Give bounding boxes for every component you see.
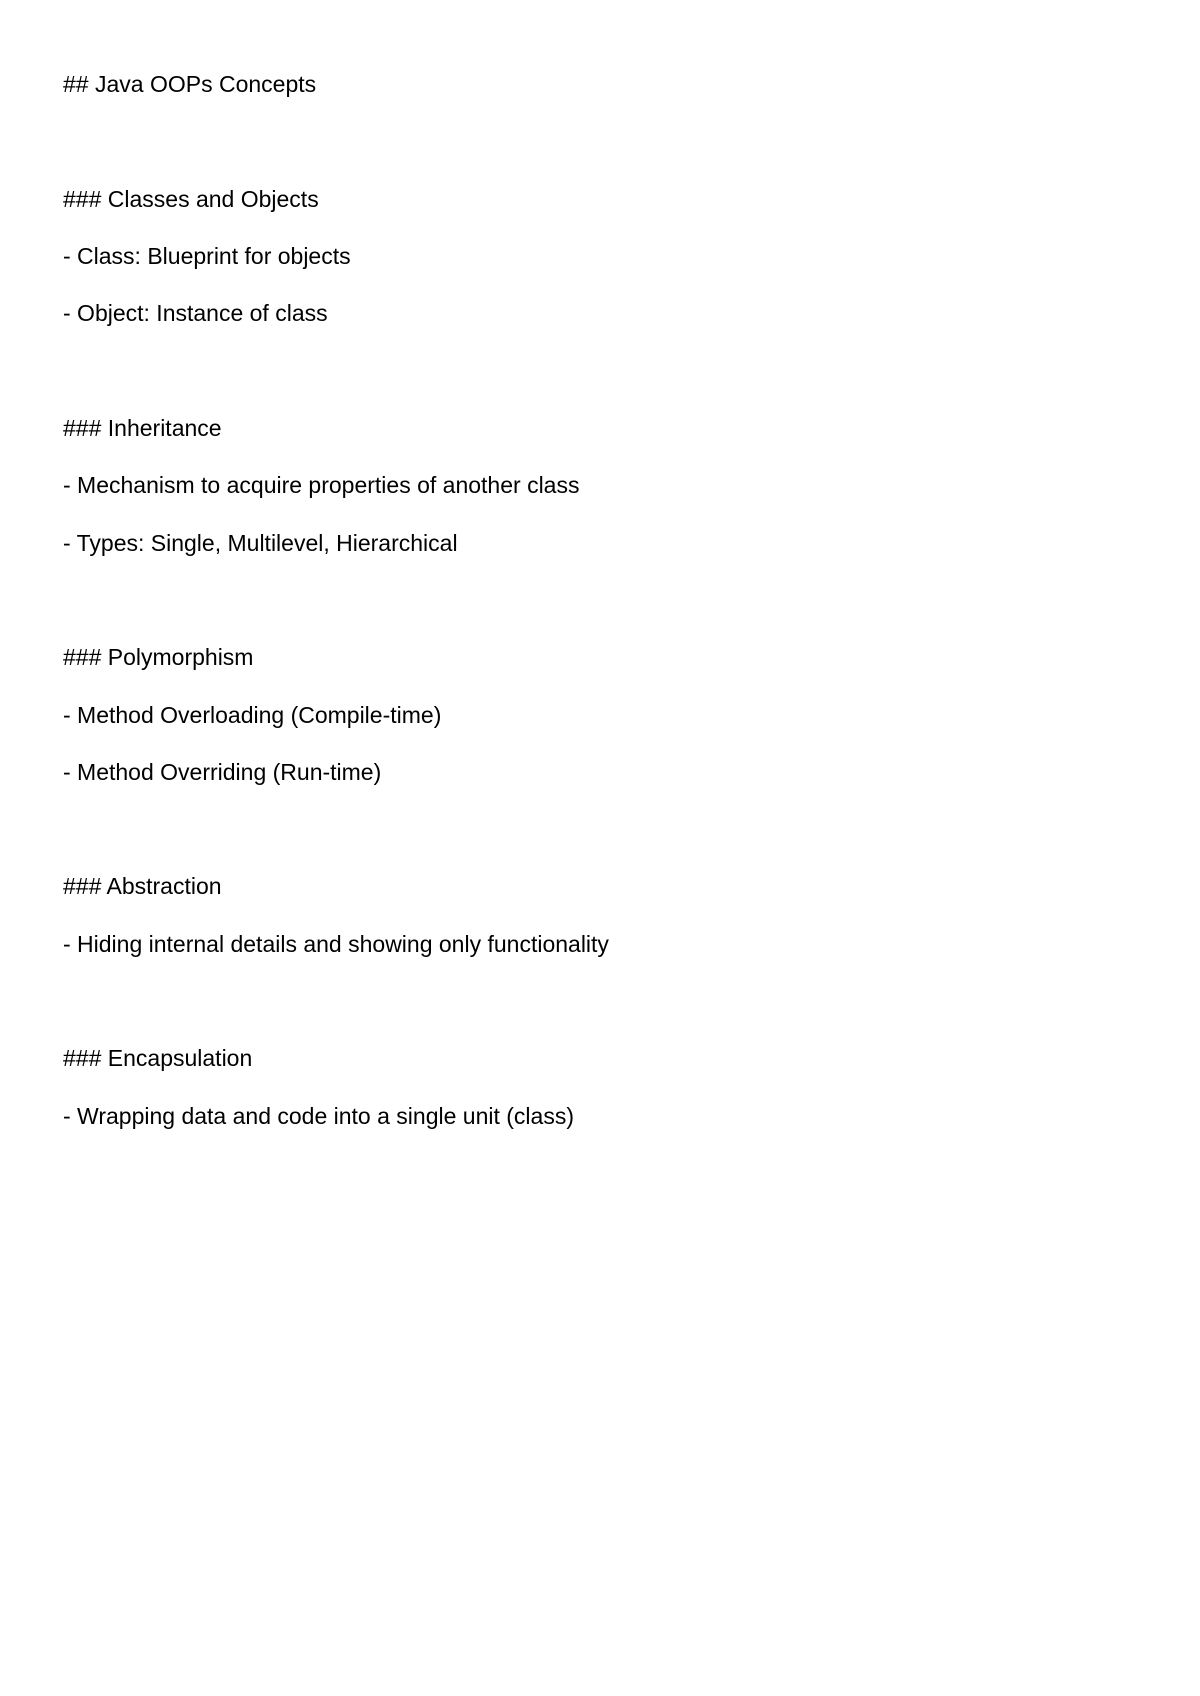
- section-heading-abstraction: ### Abstraction: [63, 873, 222, 899]
- list-item: - Types: Single, Multilevel, Hierarchical: [63, 530, 458, 556]
- list-item: - Method Overloading (Compile-time): [63, 702, 442, 728]
- document-title: ## Java OOPs Concepts: [63, 71, 317, 97]
- list-item: - Mechanism to acquire properties of another class: [63, 472, 580, 498]
- list-item: - Class: Blueprint for objects: [63, 243, 351, 269]
- list-item: - Object: Instance of class: [63, 300, 328, 326]
- section-heading-inheritance: ### Inheritance: [63, 415, 222, 441]
- section-heading-classes-objects: ### Classes and Objects: [63, 186, 319, 212]
- list-item: - Method Overriding (Run-time): [63, 759, 382, 785]
- list-item: - Hiding internal details and showing only functionality: [63, 931, 609, 957]
- list-item: - Wrapping data and code into a single unit (class): [63, 1103, 574, 1129]
- section-heading-polymorphism: ### Polymorphism: [63, 644, 254, 670]
- section-heading-encapsulation: ### Encapsulation: [63, 1045, 253, 1071]
